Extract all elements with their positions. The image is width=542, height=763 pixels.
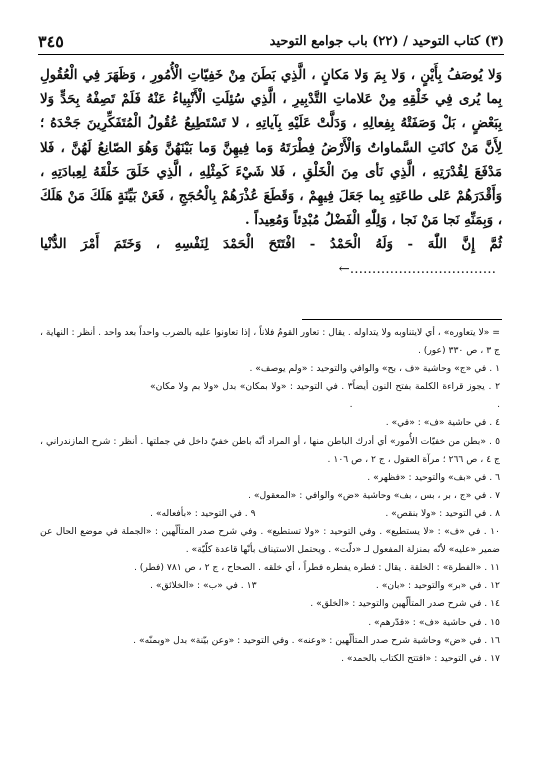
page-header bbox=[38, 30, 504, 52]
footnote-12: ١٢ . في «بر» والتوحيد : «بان» . bbox=[375, 580, 500, 592]
footnotes bbox=[40, 324, 500, 668]
footnote-8: ٨ . في التوحيد : «ولا بنقص» . bbox=[385, 507, 500, 519]
header-rule bbox=[38, 54, 504, 55]
footnote-3: ٣ . في التوحيد : «ولا بمكان» بدل «ولا بم ولا مكان» . bbox=[150, 381, 353, 411]
hadith-paragraph: وَلا يُوصَفُ بِأَيْنٍ ، وَلا بِمَ وَلا مَكانٍ ، الَّذِي بَطَنَ مِنْ خَفِيّاتِ الْأُمُورِ ، وَظَهَرَ فِي الْعُقُولِ بِما يُرى فِي خَلْقِهِ مِنْ عَلاماتِ التَّدْبِيرِ ، الَّذِي سُئِلَتِ الْأَنْبِياءُ عَنْهُ فَلَمْ تَصِفْهُ بِحَدٍّ وَلا بِبَعْضٍ ، بَلْ وَصَفَتْهُ بِفِعالِهِ ، وَدَلَّتْ عَلَيْهِ بِآياتِهِ ، لا تَسْتَطِيعُ عُقُولُ الْمُتَفَكِّرِينَ جَحْدَهُ ؛ لِأَنَّ مَنْ كانَتِ السَّماواتُ وَالْأَرْضُ فِطْرَتَهُ وَما فِيهِنَّ وَما بَيْنَهُنَّ وَهُوَ الصّانِعُ لَهُنَّ ، فَلا مَدْفَعَ لِقُدْرَتِهِ ، الَّذِي نَأى مِنَ الْخَلْقِ ، فَلا شَيْءَ كَمِثْلِهِ ، الَّذِي خَلَقَ خَلْقَهُ لِعِبادَتِهِ ، وَأَقْدَرَهُمْ عَلى طاعَتِهِ بِما جَعَلَ فِيهِمْ ، وَقَطَعَ عُذْرَهُمْ بِالْحُجَجِ ، فَعَنْ بَيِّنَةٍ هَلَكَ مَنْ هَلَكَ ، وَبِمَنِّهِ نَجا مَنْ نَجا ، وَلِلّٰهِ الْفَضْلُ مُبْدِئاً وَمُعِيداً . bbox=[40, 68, 502, 229]
footnote-13: ١٣ . في «ب» : «الخلائق» . bbox=[150, 580, 257, 592]
footnote-15: ١٥ . في حاشية «ف» : «قدّرهم» . bbox=[368, 616, 500, 628]
footnote-1: ١ . في «ج» وحاشية «ف ، بح» والوافي والتوحيد : «ولم يوصف» . bbox=[249, 363, 500, 375]
footnote-5: ٥ . «بطن من خفيّات الأُمور» أي أدرك الباطن منها ، أو المراد أنّه باطن خفيّ داخل في جملتها . أنظر : شرح المازندراني ، ج ٤ ، ص ٢٦٦ ؛ مرآة العقول ، ج ٢ ، ص ١٠٦ . bbox=[40, 435, 500, 465]
footnote-7: ٧ . في «ج ، بر ، بس ، بف» وحاشية «ض» والوافي : «المعقول» . bbox=[248, 489, 500, 501]
continuation-arrow: ……………………………← bbox=[338, 261, 496, 277]
footnote-rule bbox=[302, 319, 502, 320]
footnote-10: ١٠ . في «ف» : «لا يستطيع» . وفي التوحيد : «ولا تستطيع» . وفي شرح صدر المتألّهين : «الجملة في موضع الحال عن ضمير «عليه» لأنّه بمنزلة المفعول لـ «دلّت» . ويحتمل الاستيناف بأنّها قاعدة كلّيّة» . bbox=[40, 526, 500, 556]
footnote-row-8-9 bbox=[40, 505, 500, 523]
hadith-closing-line bbox=[40, 233, 502, 281]
footnote-2: ٢ . يجوز قراءة الكلمة بفتح النون أيضاً . bbox=[352, 381, 500, 411]
footnote-row-12-13 bbox=[40, 577, 500, 595]
footnote-11: ١١ . «الفطرة» : الخلقة . يقال : فطره يفطره فطراً ، أي خلقه . الصحاح ، ج ٢ ، ص ٧٨١ (فطر) . bbox=[133, 562, 500, 574]
footnote-4: ٤ . في حاشية «ف» : «في» . bbox=[385, 417, 500, 429]
page-number: ٣٤٥ bbox=[38, 31, 64, 51]
footnote-6: ٦ . في «بف» والتوحيد : «فظهر» . bbox=[367, 471, 500, 483]
footnote-14: ١٤ . في شرح صدر المتألّهين والتوحيد : «الخلق» . bbox=[310, 598, 500, 610]
footnote-row-2-3 bbox=[40, 378, 500, 414]
hadith-text bbox=[40, 64, 502, 282]
footnote-9: ٩ . في التوحيد : «بأفعاله» . bbox=[150, 507, 256, 519]
footnote-17: ١٧ . في التوحيد : «افتتح الكتاب بالحمد» . bbox=[341, 652, 500, 664]
footnote-gloss: = «لا يتعاوره» ، أي لايتناوبه ولا يتداوله . يقال : تعاور القومُ فلاناً ، إذا تعاونوا عليه بالضرب واحداً بعد واحد . أنظر : النهاية ، ج ٣ ، ص ٣٣٠ (عور) . bbox=[40, 327, 500, 357]
closing-text: ثُمَّ إِنَّ اللّٰهَ - وَلَهُ الْحَمْدُ - افْتَتَحَ الْحَمْدَ لِنَفْسِهِ ، وَخَتَمَ أَمْرَ الدُّنْيا bbox=[40, 237, 502, 253]
footnote-16: ١٦ . في «ض» وحاشية شرح صدر المتألّهين : «وعنه» . وفي التوحيد : «وعن بيّنة» بدل «وبمنّه» . bbox=[133, 634, 500, 646]
running-head: (٣) كتاب التوحيد / (٢٢) باب جوامع التوحيد bbox=[269, 33, 504, 49]
